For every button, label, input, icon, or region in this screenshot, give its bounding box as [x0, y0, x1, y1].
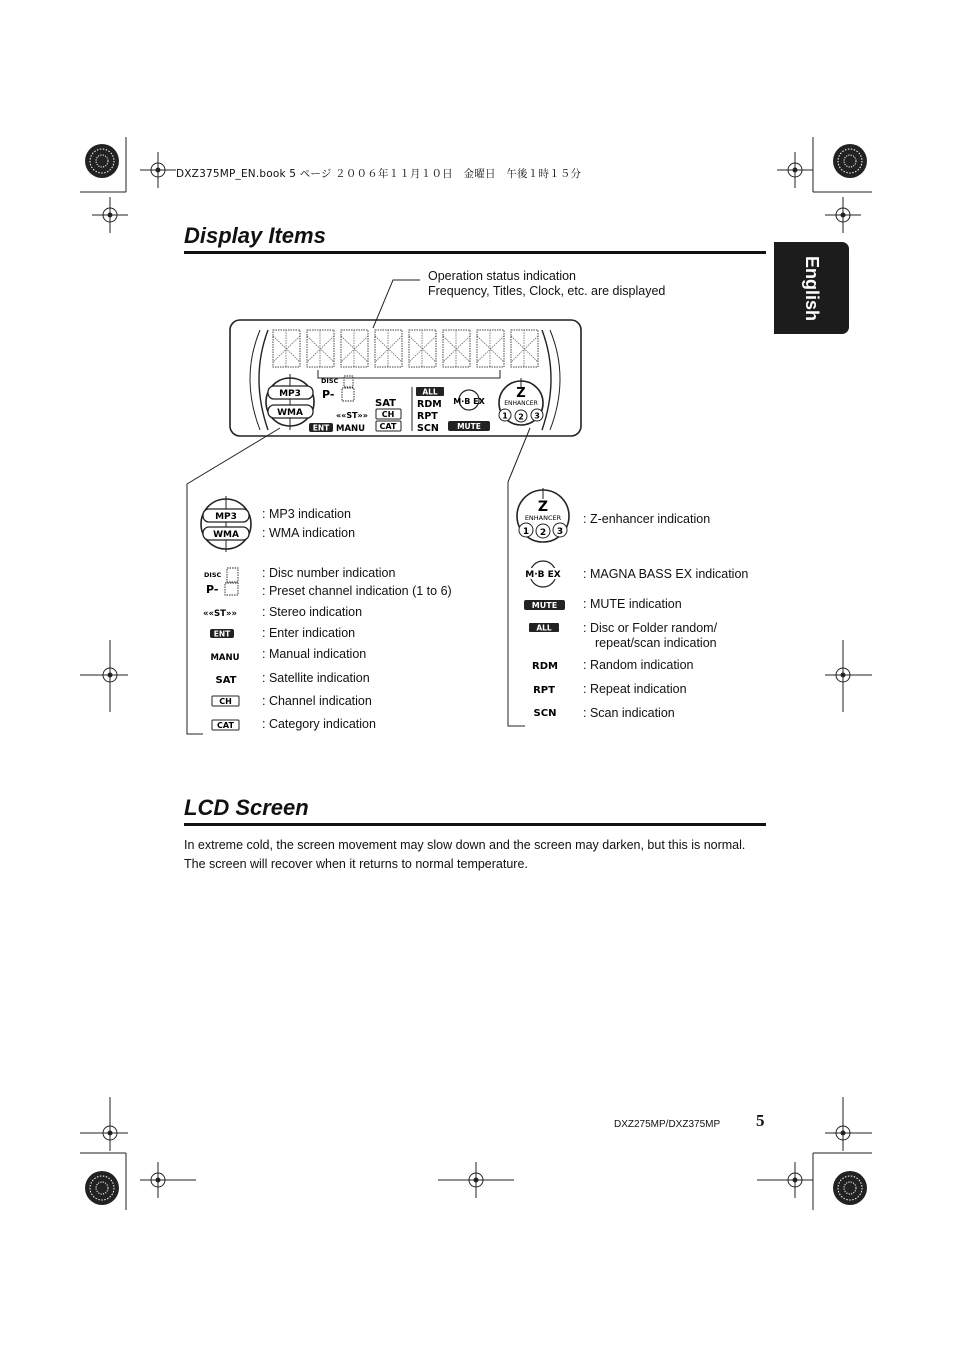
lcd-wma-label: WMA	[277, 408, 303, 418]
channel-indication: : Channel indication	[262, 694, 372, 708]
rdm-symbol: RDM	[532, 661, 558, 672]
mute-indication: : MUTE indication	[583, 597, 682, 611]
manu-symbol: MANU	[210, 653, 240, 663]
cat-symbol: CAT	[217, 721, 234, 730]
enter-indication: : Enter indication	[262, 626, 356, 640]
callout-line-2: Frequency, Titles, Clock, etc. are displayed	[428, 284, 666, 298]
page-number: 5	[756, 1111, 765, 1130]
manual-indication: : Manual indication	[262, 647, 367, 661]
mp3-indication: : MP3 indication	[262, 507, 351, 521]
scn-symbol: SCN	[533, 708, 557, 719]
z2-symbol: 2	[539, 528, 547, 538]
lcd-z3-label: 3	[534, 411, 540, 421]
all-symbol: ALL	[536, 623, 552, 633]
language-tab	[774, 242, 849, 334]
lcd-rpt-label: RPT	[417, 411, 438, 422]
right-symbols	[512, 486, 582, 726]
wma-indication: : WMA indication	[262, 526, 356, 540]
running-head: DXZ375MP_EN.book 5 ページ ２００６年１１月１０日 金曜日 午後１時１５分	[176, 168, 582, 180]
lcd-z-label: Z	[516, 386, 526, 401]
preset-symbol: P-	[206, 583, 219, 596]
ent-symbol: ENT	[213, 629, 231, 639]
lcd-mbex-label: M·B EX	[453, 397, 485, 406]
lcd-scn-label: SCN	[417, 423, 439, 434]
stereo-symbol: ««ST»»	[203, 609, 237, 619]
lcd-screen-note	[184, 836, 745, 874]
z-enhancer-indication: : Z-enhancer indication	[583, 512, 711, 526]
footer-model: DXZ275MP/DXZ375MP	[614, 1119, 721, 1130]
disc-folder-indication: : Disc or Folder random/	[583, 621, 718, 635]
z1-symbol: 1	[522, 527, 530, 537]
lcd-ent-label: ENT	[312, 423, 330, 433]
category-indication: : Category indication	[262, 717, 376, 731]
display-items-title: Display Items	[184, 223, 326, 248]
lcd-mp3-label: MP3	[279, 389, 301, 399]
lcd-ch-label: CH	[381, 410, 395, 419]
lcd-enhancer-label: ENHANCER	[504, 400, 538, 407]
lcd-note-line-1: In extreme cold, the screen movement may slow down and the screen may darken, but this is normal.	[184, 838, 746, 852]
lcd-z2-label: 2	[518, 412, 524, 422]
disc-symbol: DISC	[204, 571, 222, 579]
disc-folder-indication-cont: repeat/scan indication	[595, 636, 717, 650]
satellite-indication: : Satellite indication	[262, 671, 370, 685]
lcd-all-label: ALL	[422, 387, 438, 397]
magna-bass-indication: : MAGNA BASS EX indication	[583, 567, 749, 581]
z-symbol: Z	[537, 499, 549, 515]
lcd-sat-label: SAT	[375, 398, 396, 409]
left-symbols	[194, 494, 264, 744]
lcd-manu-label: MANU	[336, 424, 366, 434]
mp3-symbol: MP3	[215, 512, 237, 522]
z-enhancer-symbol-text: ENHANCER	[524, 514, 562, 522]
lcd-stereo-label: ««ST»»	[336, 411, 368, 420]
sat-symbol: SAT	[215, 675, 237, 686]
lcd-z1-label: 1	[502, 411, 508, 421]
mbex-symbol: M·B EX	[525, 570, 561, 580]
lcd-note-line-2: The screen will recover when it returns to normal temperature.	[184, 857, 528, 871]
mute-symbol: MUTE	[531, 601, 558, 610]
rpt-symbol: RPT	[533, 685, 555, 696]
language-tab-label: English	[801, 255, 822, 321]
lcd-mute-label: MUTE	[457, 422, 481, 431]
lcd-cat-label: CAT	[379, 422, 397, 431]
preset-channel-indication: : Preset channel indication (1 to 6)	[262, 584, 452, 598]
z3-symbol: 3	[556, 527, 564, 537]
callout-line-1: Operation status indication	[428, 269, 577, 283]
wma-symbol: WMA	[213, 530, 239, 540]
lcd-rdm-label: RDM	[417, 399, 442, 410]
dot-matrix-display	[273, 330, 538, 367]
scan-indication: : Scan indication	[583, 706, 675, 720]
ch-symbol: CH	[219, 697, 232, 706]
disc-number-indication: : Disc number indication	[262, 566, 396, 580]
repeat-indication: : Repeat indication	[583, 682, 687, 696]
lcd-screen-title: LCD Screen	[184, 795, 309, 820]
display-items-rule	[184, 251, 766, 254]
random-indication: : Random indication	[583, 658, 694, 672]
lcd-disc-label: DISC	[321, 377, 339, 385]
stereo-indication: : Stereo indication	[262, 605, 363, 619]
lcd-screen-rule	[184, 823, 766, 826]
lcd-preset-label: P-	[322, 388, 335, 401]
